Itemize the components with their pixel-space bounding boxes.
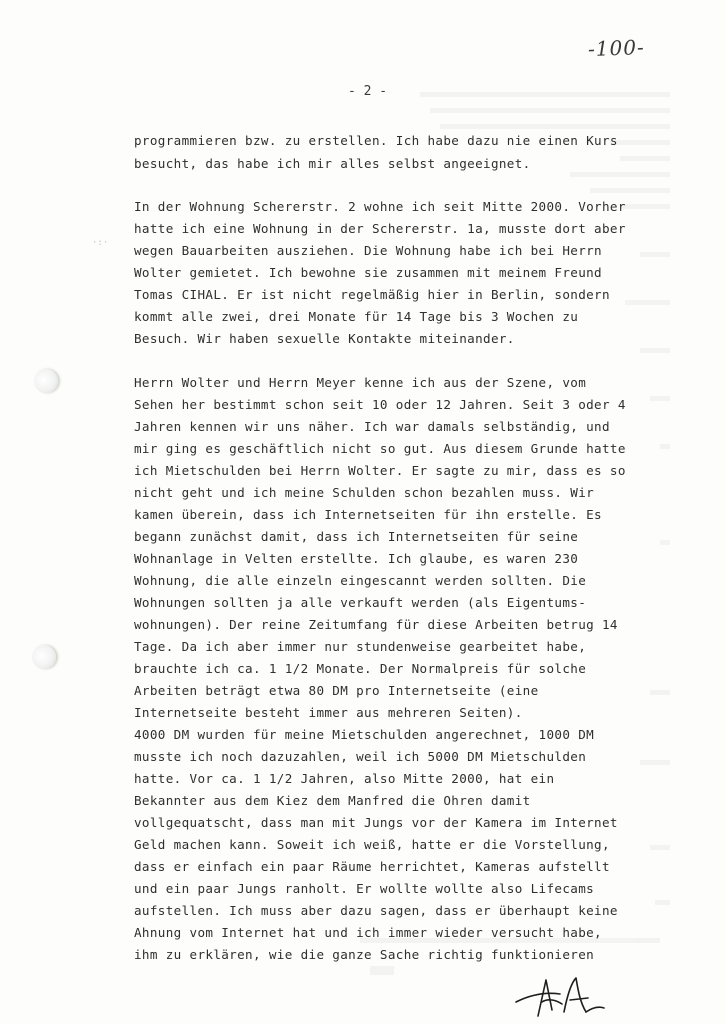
signature <box>512 972 608 1022</box>
text-line: hatte. Vor ca. 1 1/2 Jahren, also Mitte 2000, hat ein <box>134 771 555 786</box>
text-line: In der Wohnung Schererstr. 2 wohne ich seit Mitte 2000. Vorher <box>134 199 626 214</box>
text-line: Wohnungen sollten ja alle verkauft werden (als Eigentums- <box>134 595 587 610</box>
text-line: vollgequatscht, dass man mit Jungs vor der Kamera im Internet <box>134 815 618 830</box>
text-line: Bekannter aus dem Kiez dem Manfred die Ohren damit <box>134 793 531 808</box>
page-marker: - 2 - <box>348 84 388 99</box>
text-line: Ahnung vom Internet hat und ich immer wieder versucht habe, <box>134 925 602 940</box>
text-line: mir ging es geschäftlich nicht so gut. Aus diesem Grunde hatte <box>134 441 626 456</box>
text-line: Wohnung, die alle einzeln eingescannt werden sollten. Die <box>134 573 587 588</box>
text-line: Tage. Da ich aber immer nur stundenweise gearbeitet habe, <box>134 639 587 654</box>
text-line: kamen überein, dass ich Internetseiten für ihn erstelle. Es <box>134 507 602 522</box>
text-line: brauchte ich ca. 1 1/2 Monate. Der Normalpreis für solche <box>134 661 587 676</box>
text-line: Internetseite besteht immer aus mehreren Seiten). <box>134 705 523 720</box>
text-line: programmieren bzw. zu erstellen. Ich habe dazu nie einen Kurs <box>134 133 618 148</box>
text-line: aufstellen. Ich muss aber dazu sagen, dass er überhaupt keine <box>134 903 618 918</box>
text-line: dass er einfach ein paar Räume herrichtet, Kameras aufstellt <box>134 859 610 874</box>
text-line: Jahren kennen wir uns näher. Ich war damals selbständig, und <box>134 419 610 434</box>
text-line: wegen Bauarbeiten ausziehen. Die Wohnung habe ich bei Herrn <box>134 243 602 258</box>
text-line: Wolter gemietet. Ich bewohne sie zusammen mit meinem Freund <box>134 265 602 280</box>
text-line: wohnungen). Der reine Zeitumfang für diese Arbeiten betrug 14 <box>134 617 618 632</box>
text-line: Wohnanlage in Velten erstellte. Ich glaube, es waren 230 <box>134 551 579 566</box>
text-line: Besuch. Wir haben sexuelle Kontakte miteinander. <box>134 331 515 346</box>
text-line: kommt alle zwei, drei Monate für 14 Tage bis 3 Wochen zu <box>134 309 579 324</box>
text-line: besucht, das habe ich mir alles selbst angeeignet. <box>134 156 531 171</box>
text-line: ihm zu erklären, wie die ganze Sache richtig funktionieren <box>134 947 595 962</box>
text-line: und ein paar Jungs ranholt. Er wollte wollte also Lifecams <box>134 881 595 896</box>
text-line: Tomas CIHAL. Er ist nicht regelmäßig hier in Berlin, sondern <box>134 287 610 302</box>
text-line: begann zunächst damit, dass ich Internetseiten für seine <box>134 529 579 544</box>
text-line: nicht geht und ich meine Schulden schon bezahlen muss. Wir <box>134 485 595 500</box>
punch-hole-upper <box>34 369 58 393</box>
text-line: Geld machen kann. Soweit ich weiß, hatte er die Vorstellung, <box>134 837 610 852</box>
text-line: musste ich noch dazuzahlen, weil ich 5000 DM Mietschulden <box>134 749 587 764</box>
text-line: Arbeiten beträgt etwa 80 DM pro Internetseite (eine <box>134 683 539 698</box>
punch-hole-lower <box>32 645 56 669</box>
text-line: ich Mietschulden bei Herrn Wolter. Er sagte zu mir, dass es so <box>134 463 626 478</box>
text-line: Sehen her bestimmt schon seit 10 oder 12 Jahren. Seit 3 oder 4 <box>134 397 626 412</box>
text-line: hatte ich eine Wohnung in der Schererstr. 1a, musste dort aber <box>134 221 626 236</box>
text-line: Herrn Wolter und Herrn Meyer kenne ich aus der Szene, vom <box>134 375 587 390</box>
text-line: 4000 DM wurden für meine Mietschulden angerechnet, 1000 DM <box>134 727 595 742</box>
handwritten-page-number: -100- <box>587 35 646 61</box>
ink-speck: ·:· <box>92 238 109 248</box>
